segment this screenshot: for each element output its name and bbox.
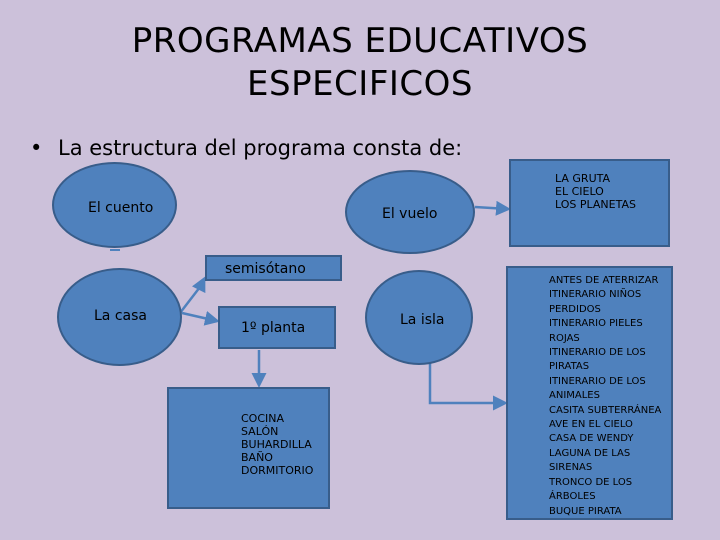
label-la-casa: La casa	[94, 308, 147, 324]
vuelo-place: EL CIELO	[555, 185, 604, 198]
label-el-cuento: El cuento	[88, 200, 154, 216]
vuelo-place: LA GRUTA	[555, 172, 611, 185]
title-line-2: ESPECIFICOS	[247, 64, 473, 104]
isla-line: ITINERARIO NIÑOS	[549, 289, 642, 301]
isla-line: CASITA SUBTERRÁNEA	[549, 404, 662, 416]
isla-line: ITINERARIO DE LOS	[549, 375, 646, 387]
isla-line: ITINERARIO PIELES	[549, 318, 643, 330]
isla-line: CASA DE WENDY	[549, 433, 634, 445]
label-el-vuelo: El vuelo	[382, 206, 438, 222]
isla-line: ROJAS	[549, 332, 580, 344]
isla-line: LAGUNA DE LAS	[549, 447, 631, 459]
vuelo-place: LOS PLANETAS	[555, 198, 636, 211]
label-la-isla: La isla	[400, 312, 445, 328]
room-item: SALÓN	[241, 425, 279, 438]
arrow-isla-list	[430, 358, 505, 403]
list-casa-rooms	[241, 412, 313, 477]
arrow-casa-semisotano	[180, 279, 204, 313]
isla-line: ANTES DE ATERRIZAR	[549, 275, 659, 286]
label-semisotano: semisótano	[225, 261, 306, 277]
room-item: COCINA	[241, 412, 285, 425]
title-line-1: PROGRAMAS EDUCATIVOS	[131, 21, 589, 61]
room-item: BAÑO	[241, 451, 273, 464]
isla-line: ÁRBOLES	[549, 491, 596, 503]
isla-line: PIRATAS	[549, 361, 590, 373]
bullet-text: La estructura del programa consta de:	[58, 136, 463, 160]
isla-line: BUQUE PIRATA	[549, 505, 622, 517]
isla-line: PERDIDOS	[549, 303, 601, 315]
isla-line: ANIMALES	[549, 390, 600, 402]
arrow-vuelo-places	[475, 207, 508, 209]
isla-line: AVE EN EL CIELO	[549, 419, 633, 431]
bullet-dot: •	[30, 136, 43, 160]
isla-line: SIRENAS	[549, 462, 593, 474]
label-planta: 1º planta	[241, 320, 306, 336]
isla-line: ITINERARIO DE LOS	[549, 347, 646, 359]
room-item: BUHARDILLA	[241, 438, 312, 451]
list-isla	[549, 274, 661, 519]
list-vuelo-places	[555, 172, 636, 211]
room-item: DORMITORIO	[241, 464, 314, 477]
arrow-casa-planta	[182, 313, 217, 321]
isla-line: TRONCO DE LOS	[549, 476, 633, 488]
